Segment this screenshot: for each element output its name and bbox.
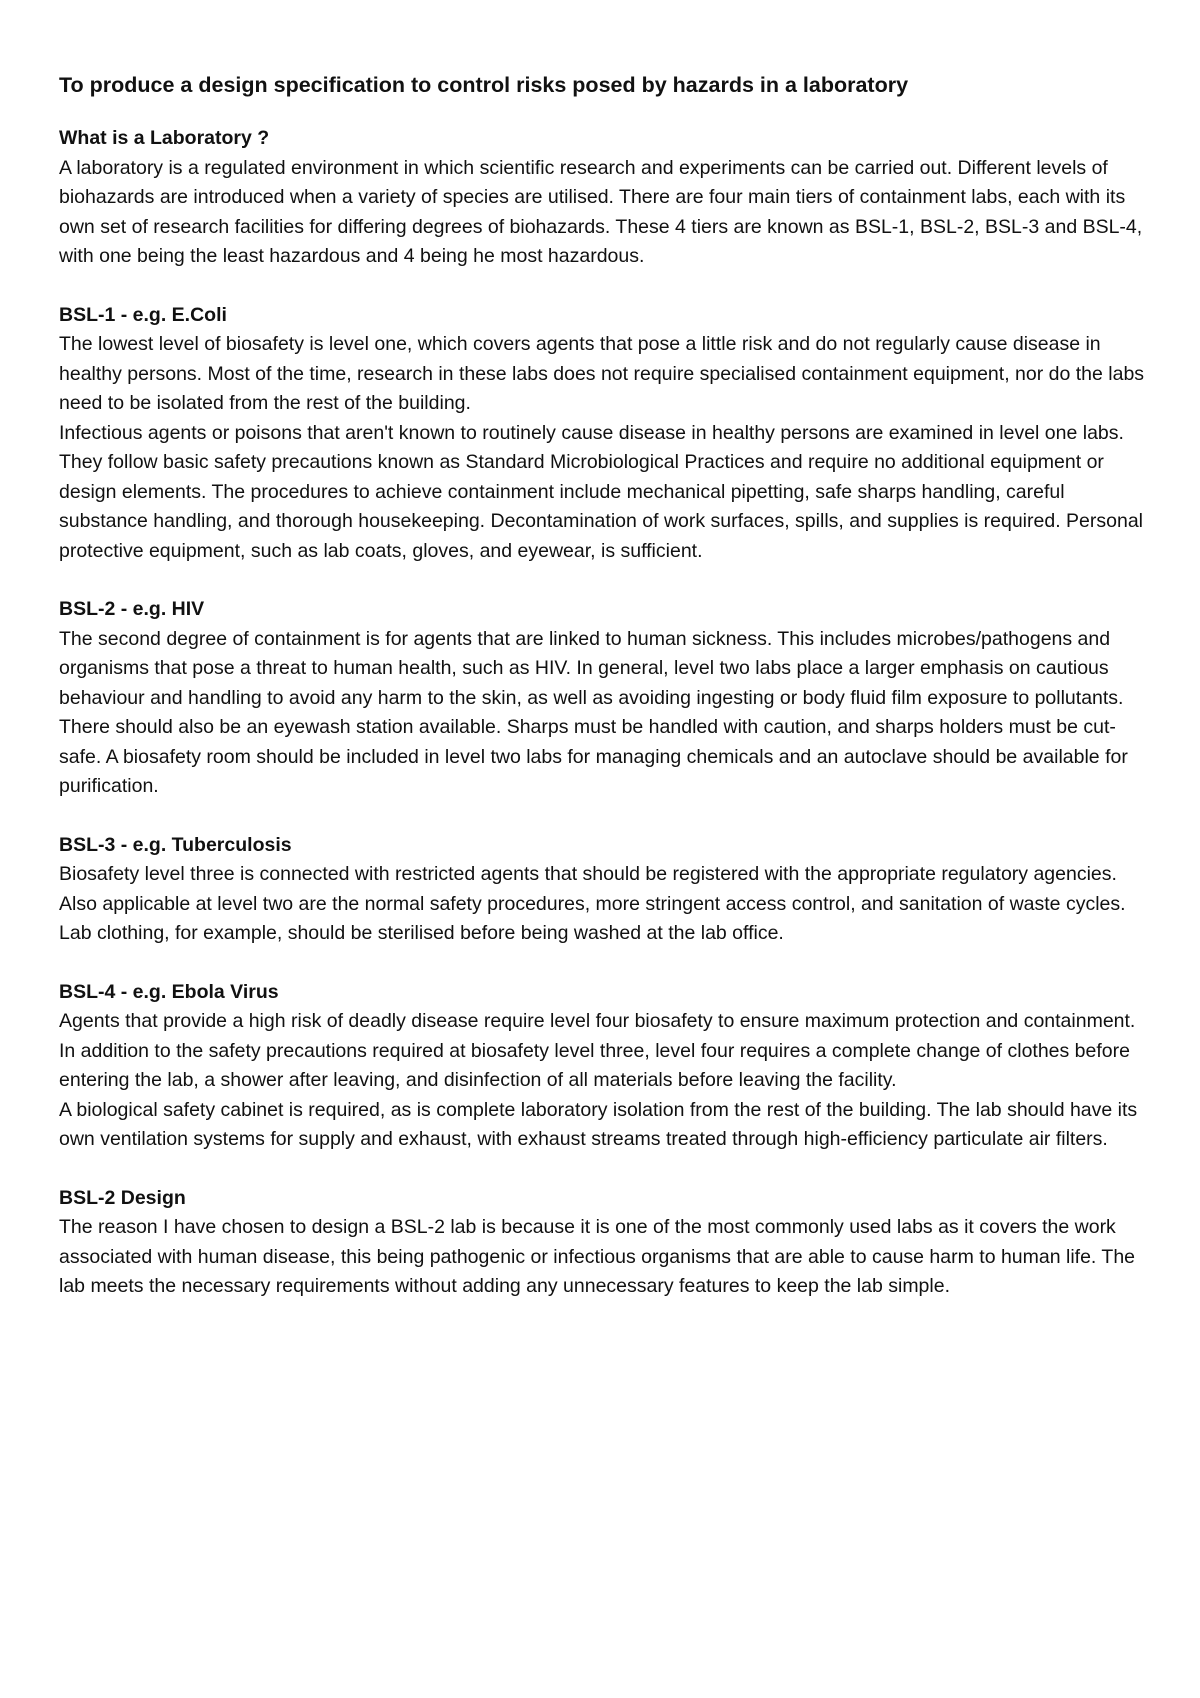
section-heading: BSL-2 - e.g. HIV — [59, 598, 205, 620]
section-paragraph: The lowest level of biosafety is level one, which covers agents that pose a little risk and do not regularly cause disease in healthy persons. Most of the time, research in these labs does not require specialised containment equipment, nor do the labs need to be isolated from the rest of the building. — [59, 333, 1145, 414]
section-paragraph: Biosafety level three is connected with restricted agents that should be registered with the appropriate regulatory agencies. Also applicable at level two are the normal safety procedures, more stringent access control, and sanitation of waste cycles. Lab clothing, for example, should be sterilised before being washed at the lab office. — [59, 863, 1126, 944]
section-paragraph: The reason I have chosen to design a BSL-2 lab is because it is one of the most commonly used labs as it covers the work associated with human disease, this being pathogenic or infectious organisms that are able to cause harm to human life. The lab meets the necessary requirements without adding any unnecessary features to keep the lab simple. — [59, 1216, 1136, 1297]
section-paragraph: A laboratory is a regulated environment in which scientific research and experiments can be carried out. Different levels of biohazards are introduced when a variety of species are utilised. There are four main tiers of containment labs, each with its own set of research facilities for differing degrees of biohazards. These 4 tiers are known as BSL-1, BSL-2, BSL-3 and BSL-4, with one being the least hazardous and 4 being he most hazardous. — [59, 156, 1143, 267]
document-page — [59, 70, 1149, 1331]
section-bsl-3 — [59, 831, 1149, 949]
section-paragraph: Infectious agents or poisons that aren't known to routinely cause disease in healthy persons are examined in level one labs. They follow basic safety precautions known as Standard Microbiological Practices and require no additional equipment or design elements. The procedures to achieve containment include mechanical pipetting, safe sharps handling, careful substance handling, and thorough housekeeping. Decontamination of work surfaces, spills, and supplies is required. Personal protective equipment, such as lab coats, gloves, and eyewear, is sufficient. — [59, 421, 1143, 562]
section-paragraph: A biological safety cabinet is required, as is complete laboratory isolation from the rest of the building. The lab should have its own ventilation systems for supply and exhaust, with exhaust streams treated through high-efficiency particulate air filters. — [59, 1098, 1138, 1150]
section-bsl-2 — [59, 595, 1149, 802]
document-title: To produce a design specification to control risks posed by hazards in a laboratory — [59, 73, 909, 97]
section-heading: BSL-3 - e.g. Tuberculosis — [59, 833, 292, 856]
section-what-is-a-laboratory — [59, 124, 1149, 272]
section-heading: BSL-1 - e.g. E.Coli — [59, 303, 227, 326]
section-heading: BSL-4 - e.g. Ebola Virus — [59, 980, 279, 1003]
section-paragraph: Agents that provide a high risk of deadly disease require level four biosafety to ensure maximum protection and containment. In addition to the safety precautions required at biosafety level three, level four requires a complete change of clothes before entering the lab, a shower after leaving, and disinfection of all materials before leaving the facility. — [59, 1010, 1136, 1091]
section-heading: What is a Laboratory ? — [59, 127, 270, 149]
section-bsl-1 — [59, 301, 1149, 567]
section-paragraph: The second degree of containment is for agents that are linked to human sickness. This includes microbes/pathogens and organisms that pose a threat to human health, such as HIV. In general, level two labs place a larger emphasis on cautious behaviour and handling to avoid any harm to the skin, as well as avoiding ingesting or body fluid film exposure to pollutants. — [59, 627, 1124, 709]
section-bsl-4 — [59, 978, 1149, 1155]
section-bsl-2-design — [59, 1184, 1149, 1302]
section-heading: BSL-2 Design — [59, 1186, 186, 1209]
section-paragraph: There should also be an eyewash station available. Sharps must be handled with caution, and sharps holders must be cut-safe. A biosafety room should be included in level two labs for managing chemicals and an autoclave should be available for purification. — [59, 716, 1128, 797]
